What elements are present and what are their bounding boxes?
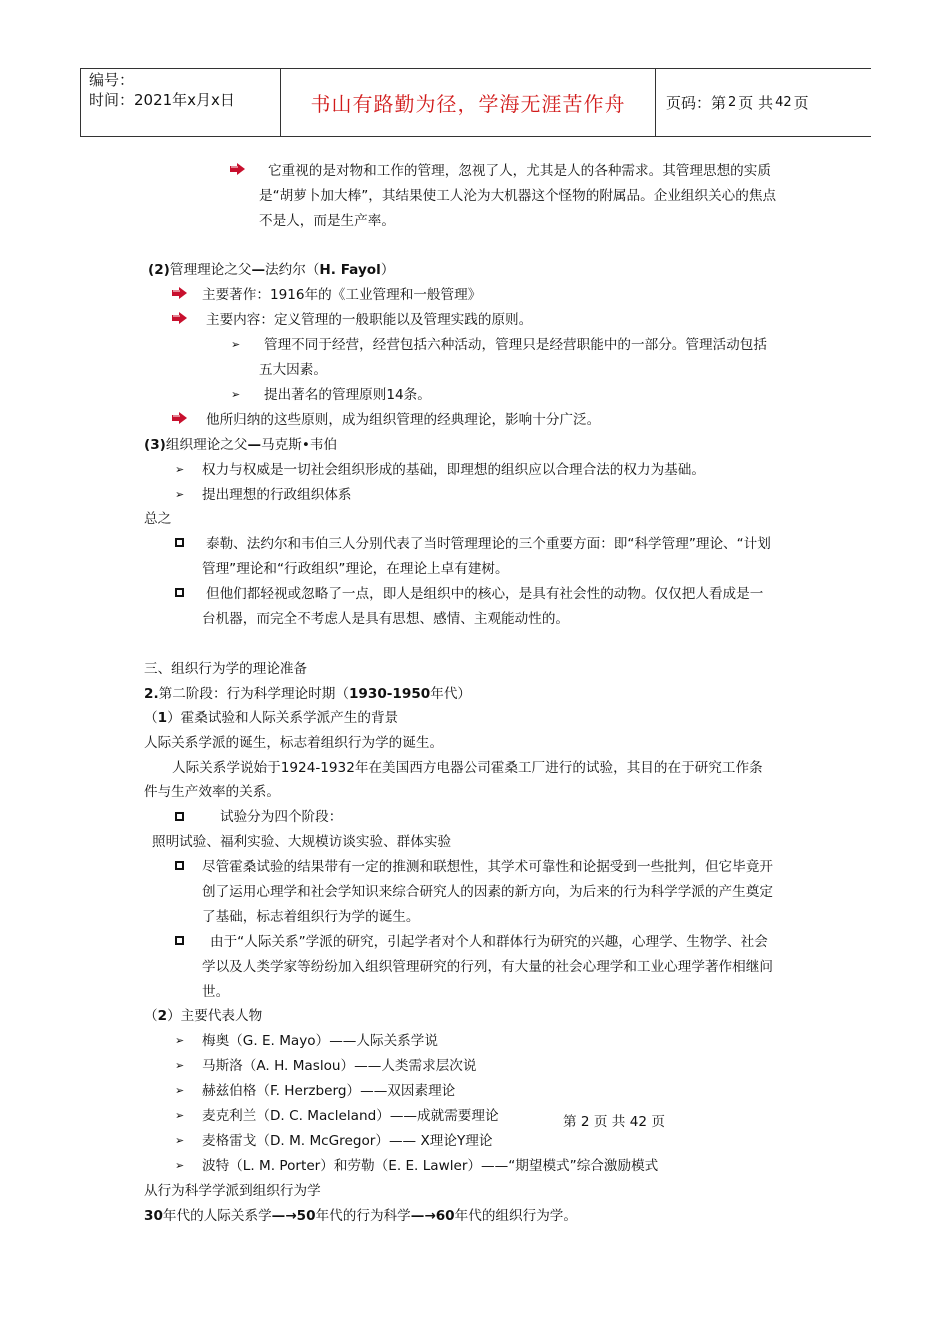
hawthorne-bullet-2-line-3: 世。 bbox=[202, 984, 230, 1000]
chevron-bullet-icon: ➢ bbox=[175, 1084, 185, 1097]
summary-item-1-line-2: 管理”理论和“行政组织”理论，在理论上卓有建树。 bbox=[202, 561, 509, 577]
date-label: 时间：2021年x月x日 bbox=[89, 91, 235, 109]
footer-page-number: 第 2 页 共 42 页 bbox=[563, 1114, 665, 1130]
red-arrow-bullet-icon bbox=[230, 163, 246, 175]
person-item: 梅奥（G. E. Mayo）——人际关系学说 bbox=[202, 1033, 438, 1049]
stages-label: 试验分为四个阶段： bbox=[220, 809, 343, 825]
chevron-bullet-icon: ➢ bbox=[175, 463, 185, 476]
square-bullet-icon bbox=[175, 861, 184, 870]
square-bullet-icon bbox=[175, 812, 184, 821]
summary-label: 总之 bbox=[144, 511, 172, 527]
birth-statement: 人际关系学派的诞生，标志着组织行为学的诞生。 bbox=[144, 735, 444, 751]
chevron-bullet-icon: ➢ bbox=[175, 1034, 185, 1047]
hawthorne-bullet-2-line-1: 由于“人际关系”学派的研究，引起学者对个人和群体行为研究的兴趣，心理学、生物学、社会 bbox=[210, 934, 768, 950]
fayol-heading: (2)管理理论之父—法约尔（H. Fayol） bbox=[148, 262, 395, 278]
fayol-work: 主要著作：1916年的《工业管理和一般管理》 bbox=[202, 287, 482, 303]
summary-item-1-line-1: 泰勒、法约尔和韦伯三人分别代表了当时管理理论的三个重要方面：即“科学管理”理论、“计划 bbox=[206, 536, 771, 552]
chevron-bullet-icon: ➢ bbox=[175, 488, 185, 501]
square-bullet-icon bbox=[175, 588, 184, 597]
chevron-bullet-icon: ➢ bbox=[175, 1159, 185, 1172]
person-item: 马斯洛（A. H. Maslou）——人类需求层次说 bbox=[202, 1058, 477, 1074]
fayol-sub1-line-2: 五大因素。 bbox=[259, 362, 327, 378]
square-bullet-icon bbox=[175, 936, 184, 945]
person-item: 波特（L. M. Porter）和劳勒（E. E. Lawler）——“期望模式”综合激励模式 bbox=[202, 1158, 659, 1174]
chevron-bullet-icon: ➢ bbox=[175, 1109, 185, 1122]
hawthorne-bullet-1-line-3: 了基础，标志着组织行为学的诞生。 bbox=[202, 909, 420, 925]
hawthorne-bullet-2-line-2: 学以及人类学家等纷纷加入组织管理研究的行列，有大量的社会心理学和工业心理学著作相继问 bbox=[202, 959, 773, 975]
taylor-point-line-2: 是“胡萝卜加大棒”，其结果使工人沦为大机器这个怪物的附属品。企业组织关心的焦点 bbox=[259, 188, 777, 204]
weber-heading: (3)组织理论之父—马克斯•韦伯 bbox=[144, 437, 338, 453]
stages-list: 照明试验、福利实验、大规模访谈实验、群体实验 bbox=[152, 834, 452, 850]
chevron-bullet-icon: ➢ bbox=[175, 1059, 185, 1072]
evolution-line: 30年代的人际关系学—→50年代的行为科学—→60年代的组织行为学。 bbox=[144, 1208, 577, 1224]
chevron-bullet-icon: ➢ bbox=[231, 338, 241, 351]
stage-2-heading: 2.第二阶段：行为科学理论时期（1930-1950年代） bbox=[144, 686, 472, 702]
hawthorne-para-line-1: 人际关系学说始于1924-1932年在美国西方电器公司霍桑工厂进行的试验，其目的在于研究工作条 bbox=[172, 760, 763, 776]
sub-heading-2: （2）主要代表人物 bbox=[144, 1008, 263, 1024]
header-motto: 书山有路勤为径，学海无涯苦作舟 bbox=[281, 69, 656, 136]
square-bullet-icon bbox=[175, 538, 184, 547]
red-arrow-bullet-icon bbox=[172, 412, 188, 424]
red-arrow-bullet-icon bbox=[172, 287, 188, 299]
header-meta bbox=[81, 69, 281, 136]
chevron-bullet-icon: ➢ bbox=[175, 1134, 185, 1147]
fayol-sub2: 提出著名的管理原则14条。 bbox=[264, 387, 431, 403]
hawthorne-bullet-1-line-1: 尽管霍桑试验的结果带有一定的推测和联想性，其学术可靠性和论据受到一些批判，但它毕竟开 bbox=[202, 859, 773, 875]
person-item: 麦格雷戈（D. M. McGregor）—— X理论Y理论 bbox=[202, 1133, 493, 1149]
weber-item-2: 提出理想的行政组织体系 bbox=[202, 487, 352, 503]
sub-heading-1: （1）霍桑试验和人际关系学派产生的背景 bbox=[144, 710, 399, 726]
transition-heading: 从行为科学学派到组织行为学 bbox=[144, 1183, 321, 1199]
fayol-content: 主要内容：定义管理的一般职能以及管理实践的原则。 bbox=[206, 312, 533, 328]
taylor-point-line-3: 不是人，而是生产率。 bbox=[259, 213, 395, 229]
hawthorne-para-line-2: 件与生产效率的关系。 bbox=[144, 784, 280, 800]
hawthorne-bullet-1-line-2: 创了运用心理学和社会学知识来综合研究人的因素的新方向，为后来的行为科学学派的产生奠定 bbox=[202, 884, 773, 900]
header-page-number: 页码：第 2 页 共 42 页 bbox=[666, 94, 809, 112]
summary-item-2-line-2: 台机器，而完全不考虑人是具有思想、感情、主观能动性的。 bbox=[202, 611, 570, 627]
number-label: 编号： bbox=[89, 71, 135, 89]
weber-item-1: 权力与权威是一切社会组织形成的基础，即理想的组织应以合理合法的权力为基础。 bbox=[202, 462, 705, 478]
section-3-title: 三、组织行为学的理论准备 bbox=[144, 661, 308, 677]
fayol-sub1-line-1: 管理不同于经营，经营包括六种活动，管理只是经营职能中的一部分。管理活动包括 bbox=[264, 337, 767, 353]
red-arrow-bullet-icon bbox=[172, 312, 188, 324]
chevron-bullet-icon: ➢ bbox=[231, 388, 241, 401]
fayol-impact: 他所归纳的这些原则，成为组织管理的经典理论，影响十分广泛。 bbox=[206, 412, 601, 428]
summary-item-2-line-1: 但他们都轻视或忽略了一点，即人是组织中的核心，是具有社会性的动物。仅仅把人看成是一 bbox=[206, 586, 764, 602]
person-item: 麦克利兰（D. C. Macleland）——成就需要理论 bbox=[202, 1108, 499, 1124]
page-header bbox=[80, 68, 871, 137]
taylor-point-line-1: 它重视的是对物和工作的管理，忽视了人，尤其是人的各种需求。其管理思想的实质 bbox=[268, 163, 771, 179]
person-item: 赫兹伯格（F. Herzberg）——双因素理论 bbox=[202, 1083, 456, 1099]
